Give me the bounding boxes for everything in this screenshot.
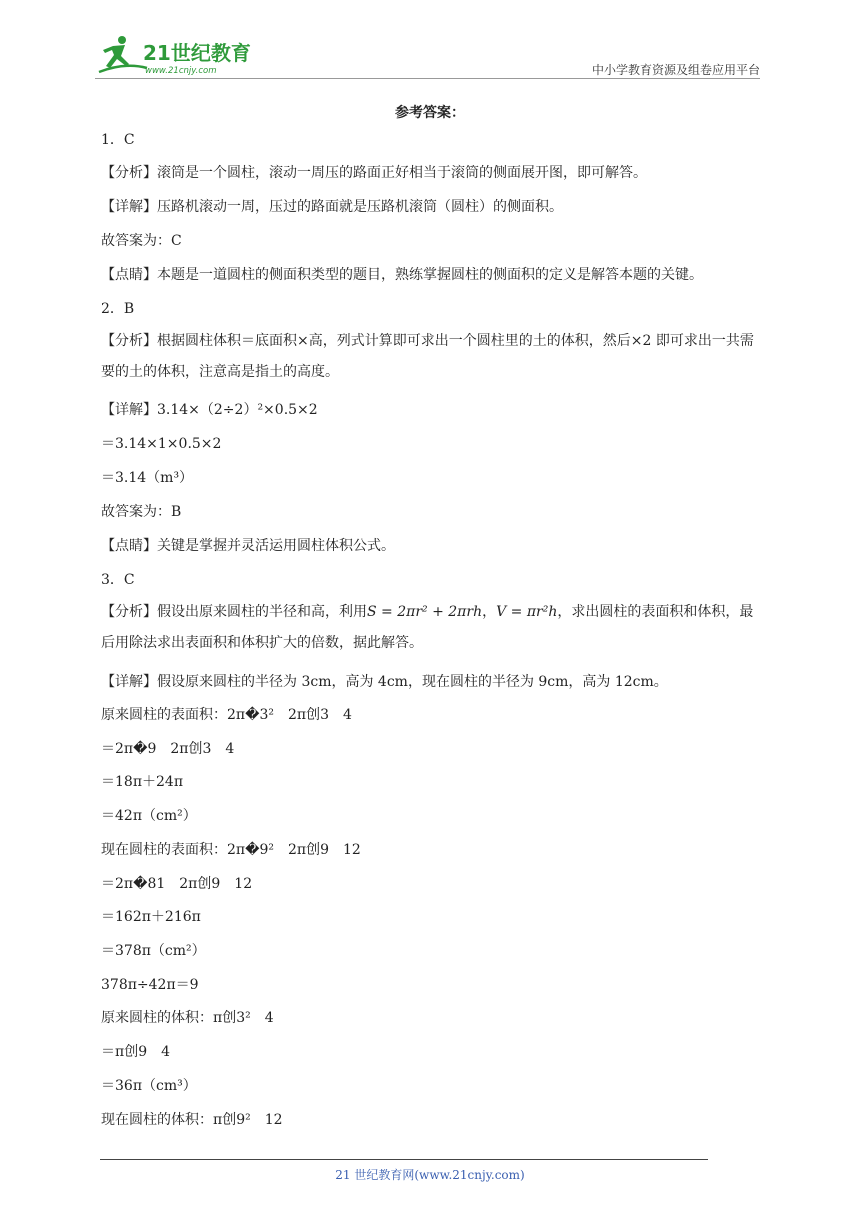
footer-link[interactable]: 21 世纪教育网(www.21cnjy.com) bbox=[335, 1168, 525, 1182]
answer-paragraph: 【分析】根据圆柱体积＝底面积×高，列式计算即可求出一个圆柱里的土的体积，然后×2 即可求出一共需要的土的体积，注意高是指土的高度。 bbox=[101, 333, 754, 380]
step-line: ＝378π（cm²） bbox=[101, 943, 206, 959]
step-line: ＝36π（cm³） bbox=[101, 1078, 197, 1094]
page-header bbox=[95, 30, 760, 80]
logo-url: www.21cnjy.com bbox=[145, 66, 217, 76]
q3-detail: 【详解】假设原来圆柱的半径为 3cm，高为 4cm，现在圆柱的半径为 9cm，高为 12cm。 bbox=[101, 674, 668, 690]
analysis-text: 【分析】假设出原来圆柱的半径和高，利用 bbox=[101, 604, 367, 620]
step-line: ＝2π�81 2π创9 12 bbox=[101, 876, 253, 892]
step-line: ＝18π＋24π bbox=[101, 774, 184, 790]
surface-formula: S = 2πr² + 2πrh bbox=[367, 604, 483, 620]
header-divider bbox=[95, 78, 760, 79]
answer-line: 【点睛】关键是掌握并灵活运用圆柱体积公式。 bbox=[101, 538, 395, 554]
site-logo bbox=[95, 32, 255, 76]
step-line: 现在圆柱的体积：π创9² 12 bbox=[101, 1112, 283, 1128]
answer-line: ＝3.14（m³） bbox=[101, 470, 194, 486]
answer-line: 1．C bbox=[101, 132, 135, 148]
step-line: ＝42π（cm²） bbox=[101, 808, 197, 824]
answer-line: 故答案为：B bbox=[101, 504, 182, 520]
platform-name: 中小学教育资源及组卷应用平台 bbox=[591, 63, 760, 77]
step-line: 原来圆柱的体积：π创3² 4 bbox=[101, 1010, 274, 1026]
step-line: ＝162π＋216π bbox=[101, 909, 201, 925]
answer-line: ＝3.14×1×0.5×2 bbox=[101, 436, 222, 452]
step-line: 现在圆柱的表面积：2π�9² 2π创9 12 bbox=[101, 842, 361, 858]
runner-icon bbox=[99, 36, 147, 72]
volume-formula: V = πr²h bbox=[496, 604, 558, 620]
footer-divider bbox=[100, 1159, 708, 1160]
step-line: ＝2π�9 2π创3 4 bbox=[101, 741, 235, 757]
answer-line: 2．B bbox=[101, 301, 135, 317]
analysis-text: ，求出圆柱的表面积和体积，最后用除法求出表面积和体积扩大的倍数，据此解答。 bbox=[101, 604, 754, 651]
answer-line: 【详解】压路机滚动一周，压过的路面就是压路机滚筒（圆柱）的侧面积。 bbox=[101, 199, 563, 215]
answer-line: 【详解】3.14×（2÷2）²×0.5×2 bbox=[101, 402, 318, 418]
answer-line: 【分析】滚筒是一个圆柱，滚动一周压的路面正好相当于滚筒的侧面展开图，即可解答。 bbox=[101, 165, 647, 181]
step-line: 原来圆柱的表面积：2π�3² 2π创3 4 bbox=[101, 707, 352, 723]
answer-line: 【点睛】本题是一道圆柱的侧面积类型的题目，熟练掌握圆柱的侧面积的定义是解答本题的关键。 bbox=[101, 267, 703, 283]
answer-title: 参考答案： bbox=[395, 105, 465, 121]
answer-line: 故答案为：C bbox=[101, 233, 182, 249]
logo-text: 21世纪教育 bbox=[143, 41, 251, 65]
answer-line: 3．C bbox=[101, 572, 135, 588]
formula-separator: ， bbox=[482, 604, 497, 620]
q3-analysis bbox=[101, 597, 761, 659]
step-line: 378π÷42π＝9 bbox=[101, 977, 199, 993]
step-line: ＝π创9 4 bbox=[101, 1044, 171, 1060]
